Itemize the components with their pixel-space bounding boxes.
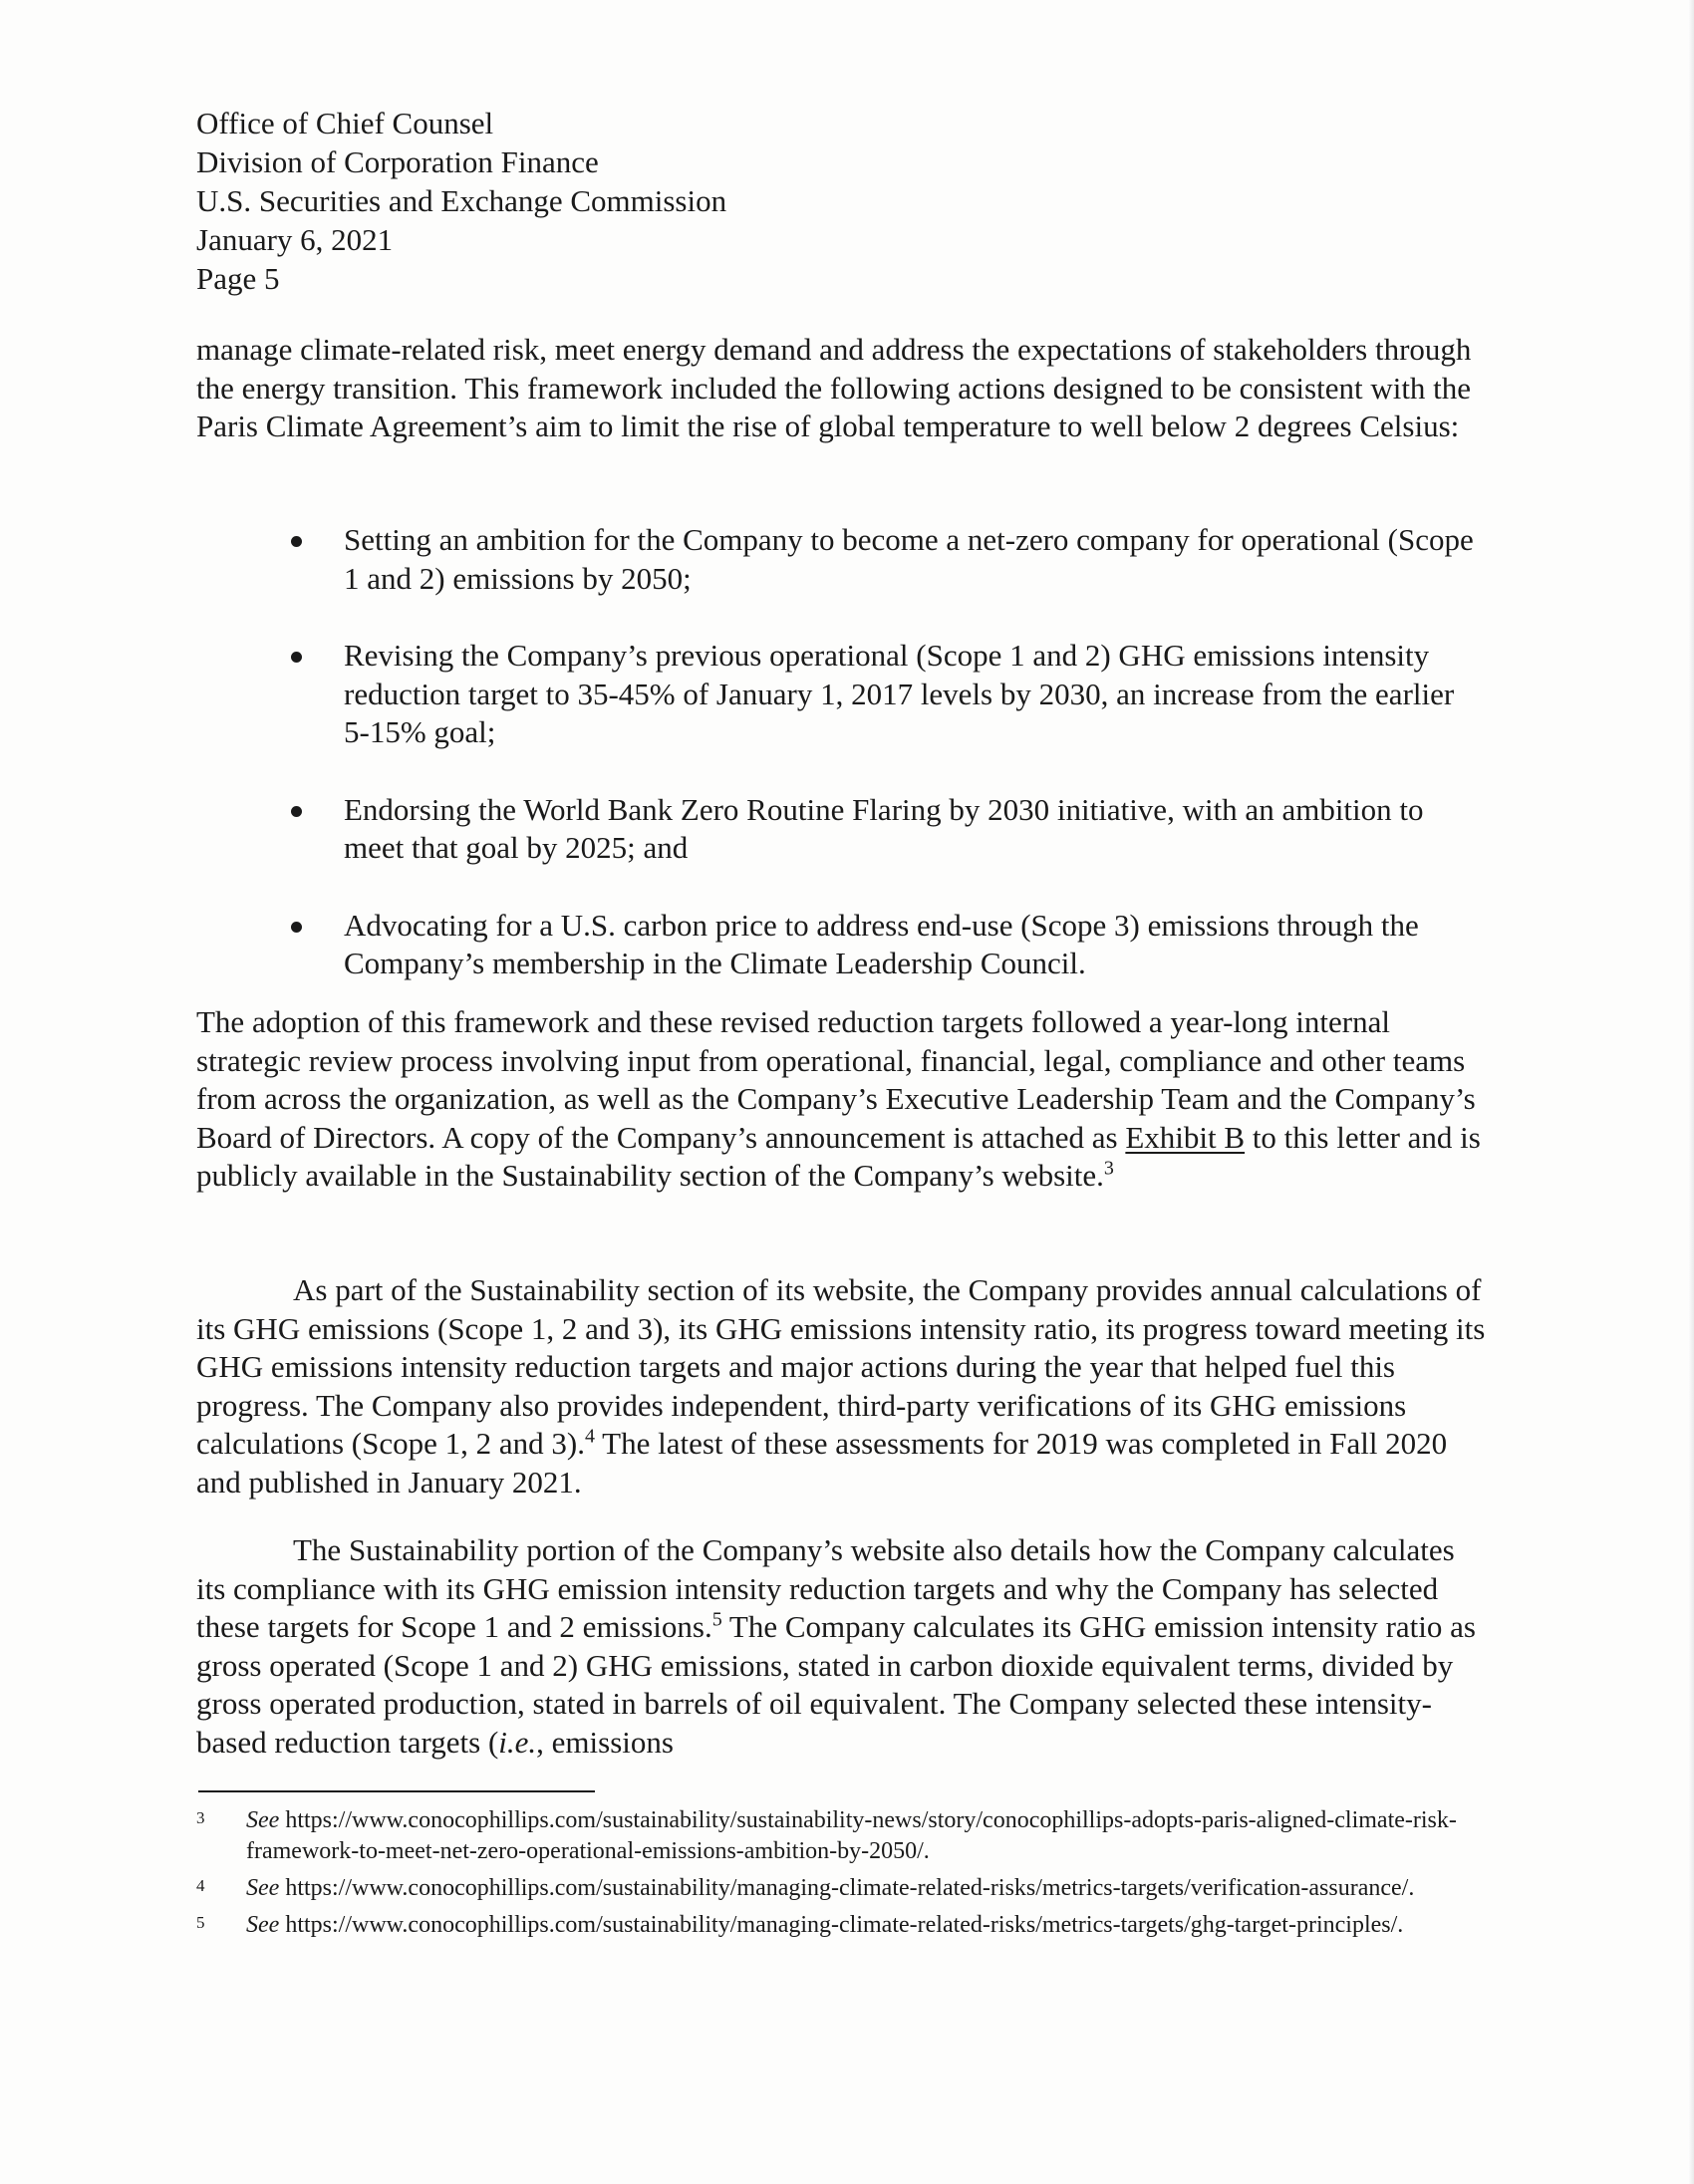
scan-edge-shadow (1688, 0, 1694, 2184)
letter-header (196, 104, 726, 298)
paragraph-text: The Company calculates its GHG emission intensity ratio as gross operated (Scope 1 and 2) GHG emissions, stated in carbon dioxide equivalent terms, divided by gross operated production, stated in barrels of oil equivalent. The Company selected these intensity-based reduction targets ( (196, 1609, 1476, 1760)
list-item-text: Revising the Company’s previous operational (Scope 1 and 2) GHG emissions intensity reduction target to 35-45% of January 1, 2017 levels by 2030, an increase from the earlier 5-15% goal; (344, 638, 1455, 749)
paragraph-text: The Sustainability portion of the Company’s website also details how the Company calculates its compliance with its GHG emission intensity reduction targets and why the Company has selected these targets for Scope 1 and 2 emissions. (196, 1532, 1455, 1644)
exhibit-b-reference: Exhibit B (1125, 1119, 1246, 1155)
header-line-page: Page 5 (196, 261, 280, 296)
framework-actions-list (291, 521, 1487, 1022)
footnote-see: See (246, 1807, 280, 1833)
paragraph-text: As part of the Sustainability section of its website, the Company provides annual calculations of its GHG emissions (Scope 1, 2 and 3), its GHG emissions intensity ratio, its progress toward meeting its GHG emissions intensity reduction targets and major actions during the year that helped fuel this progress. The Company also provides independent, third-party verifications of its GHG emissions calculations (Scope 1, 2 and 3). (196, 1272, 1486, 1461)
footnote-number: 5 (196, 1913, 205, 1932)
paragraph-text: The latest of these assessments for 2019 was completed in Fall 2020 and published in January 2021. (196, 1426, 1448, 1500)
list-item-text: Setting an ambition for the Company to become a net-zero company for operational (Scope 1 and 2) emissions by 2050; (344, 522, 1474, 596)
footnote-3 (196, 1805, 1492, 1867)
paragraph-framework-intro (196, 331, 1487, 446)
bullet-icon (291, 652, 302, 663)
footnote-divider (198, 1790, 595, 1792)
list-item (291, 637, 1487, 752)
list-item (291, 907, 1487, 983)
paragraph-text: The adoption of this framework and these revised reduction targets followed a year-long internal strategic review process involving input from operational, financial, legal, compliance and other teams from across the organization, as well as the Company’s Executive Leadership Team and the Company’s Board of Directors. A copy of the Company’s announcement is attached as (196, 1004, 1476, 1155)
paragraph-sustainability-section (196, 1271, 1487, 1502)
footnote-url: https://www.conocophillips.com/sustainability/managing-climate-related-risks/metrics-targets/ghg-target-principles/. (279, 1912, 1404, 1938)
footnote-see: See (246, 1875, 280, 1901)
list-item-text: Endorsing the World Bank Zero Routine Flaring by 2030 initiative, with an ambition to meet that goal by 2025; and (344, 791, 1424, 865)
header-line-date: January 6, 2021 (196, 222, 394, 257)
paragraph-adoption (196, 1003, 1487, 1196)
footnote-number: 4 (196, 1876, 205, 1895)
paragraph-text: to this letter and is publicly available in the Sustainability section of the Company’s website. (196, 1119, 1481, 1193)
paragraph-text: manage climate-related risk, meet energy demand and address the expectations of stakeholders through the energy transition. This framework included the following actions designed to be consistent with the Paris Climate Agreement’s aim to limit the rise of global temperature to well below 2 degrees Celsius: (196, 332, 1472, 443)
paragraph-text: , emissions (536, 1724, 674, 1760)
footnotes (196, 1805, 1492, 1947)
paragraph-intensity-targets (196, 1531, 1487, 1762)
header-line-division: Division of Corporation Finance (196, 144, 599, 179)
bullet-icon (291, 536, 302, 547)
footnote-5 (196, 1910, 1492, 1941)
footnote-url: https://www.conocophillips.com/sustainability/managing-climate-related-risks/metrics-targets/verification-assurance/. (279, 1875, 1415, 1901)
list-item (291, 521, 1487, 598)
footnote-number: 3 (196, 1808, 205, 1827)
italic-ie: i.e. (498, 1724, 537, 1760)
footnote-4 (196, 1873, 1492, 1904)
list-item (291, 791, 1487, 868)
header-line-commission: U.S. Securities and Exchange Commission (196, 183, 727, 218)
bullet-icon (291, 806, 302, 817)
footnote-url: https://www.conocophillips.com/sustainability/sustainability-news/story/conocophillips-adopts-paris-aligned-climate-risk-framework-to-meet-net-zero-operational-emissions-ambition-by-2050/. (246, 1807, 1457, 1864)
footnote-ref-5: 5 (711, 1608, 722, 1631)
list-item-text: Advocating for a U.S. carbon price to address end-use (Scope 3) emissions through the Company’s membership in the Climate Leadership Council. (344, 907, 1419, 980)
footnote-see: See (246, 1912, 280, 1938)
header-line-office: Office of Chief Counsel (196, 106, 494, 140)
bullet-icon (291, 922, 302, 933)
footnote-ref-4: 4 (584, 1425, 595, 1448)
footnote-ref-3: 3 (1103, 1157, 1114, 1180)
